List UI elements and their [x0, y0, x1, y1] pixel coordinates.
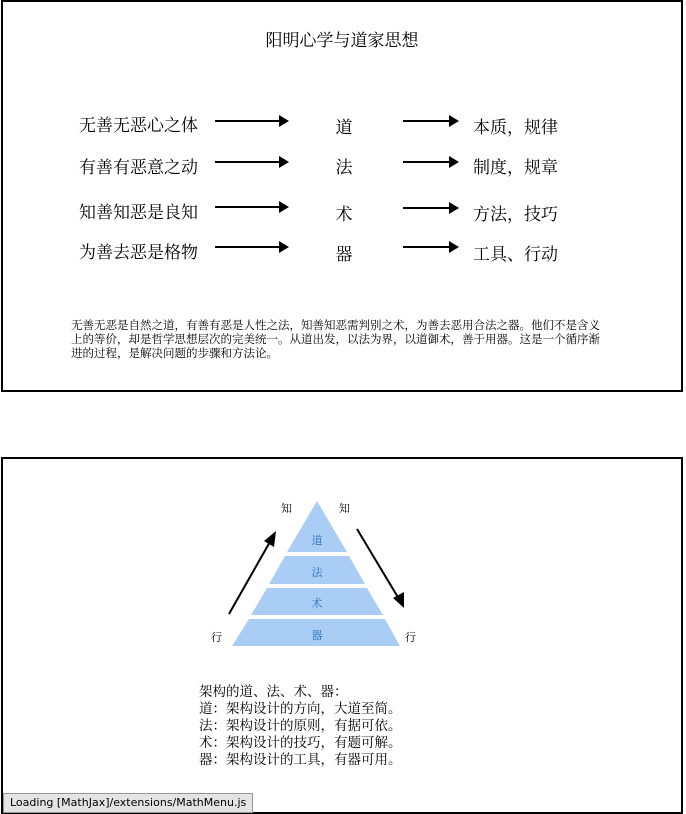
- row-3-right-label: 方法，技巧: [473, 205, 558, 225]
- row-4-arrow-left-icon: [215, 240, 290, 254]
- row-2-left-label: 有善有恶意之动: [79, 158, 198, 178]
- row-2-arrow-right-icon: [403, 155, 461, 169]
- row-4-left-label: 为善去恶是格物: [79, 243, 198, 263]
- row-1-arrow-left-icon: [215, 114, 290, 128]
- architecture-notes: [199, 684, 402, 769]
- notes-line-1: 架构的道、法、术、器：: [199, 684, 348, 700]
- panel-title: 阳明心学与道家思想: [265, 31, 419, 51]
- tier-label-3: 术: [311, 597, 323, 610]
- row-2-middle-label: 法: [335, 158, 353, 178]
- row-1-middle-label: 道: [335, 118, 353, 138]
- pyramid-diagram: [3, 459, 681, 689]
- tier-label-1: 道: [311, 534, 323, 547]
- notes-line-3: 法：架构设计的原则，有据可依。: [199, 718, 402, 734]
- row-1-arrow-right-icon: [403, 114, 461, 128]
- top-right-label: 知: [339, 502, 350, 515]
- row-1-right-label: 本质，规律: [473, 118, 558, 138]
- row-1-left-label: 无善无恶心之体: [79, 116, 198, 136]
- tier-label-4: 器: [311, 629, 323, 642]
- row-4-right-label: 工具、行动: [473, 245, 558, 265]
- row-2-right-label: 制度，规章: [473, 158, 558, 178]
- top-left-label: 知: [281, 502, 292, 515]
- tier-label-2: 法: [311, 566, 323, 579]
- notes-line-5: 器：架构设计的工具，有器可用。: [199, 752, 402, 768]
- mathjax-status-bar: Loading [MathJax]/extensions/MathMenu.js: [3, 793, 253, 813]
- pyramid-panel: [1, 457, 683, 814]
- notes-line-4: 术：架构设计的技巧，有题可解。: [199, 735, 402, 751]
- description-text: 无善无恶是自然之道，有善有恶是人性之法，知善知恶需判别之术，为善去恶用合法之器。他们不是含义上的等价，却是哲学思想层次的完美统一。从道出发，以法为界，以道御术，善于用器。这是一个循序渐进的过程，是解决问题的步骤和方法论。: [71, 318, 600, 360]
- notes-line-2: 道：架构设计的方向，大道至简。: [199, 701, 402, 717]
- row-2-arrow-left-icon: [215, 155, 290, 169]
- row-4-middle-label: 器: [335, 245, 353, 265]
- bottom-right-label: 行: [405, 631, 416, 644]
- bottom-left-label: 行: [211, 631, 222, 644]
- row-4-arrow-right-icon: [403, 240, 461, 254]
- philosophy-panel: [1, 0, 683, 392]
- row-3-arrow-right-icon: [403, 201, 461, 215]
- row-3-arrow-left-icon: [215, 200, 290, 214]
- row-3-left-label: 知善知恶是良知: [79, 203, 198, 223]
- row-3-middle-label: 术: [335, 205, 353, 225]
